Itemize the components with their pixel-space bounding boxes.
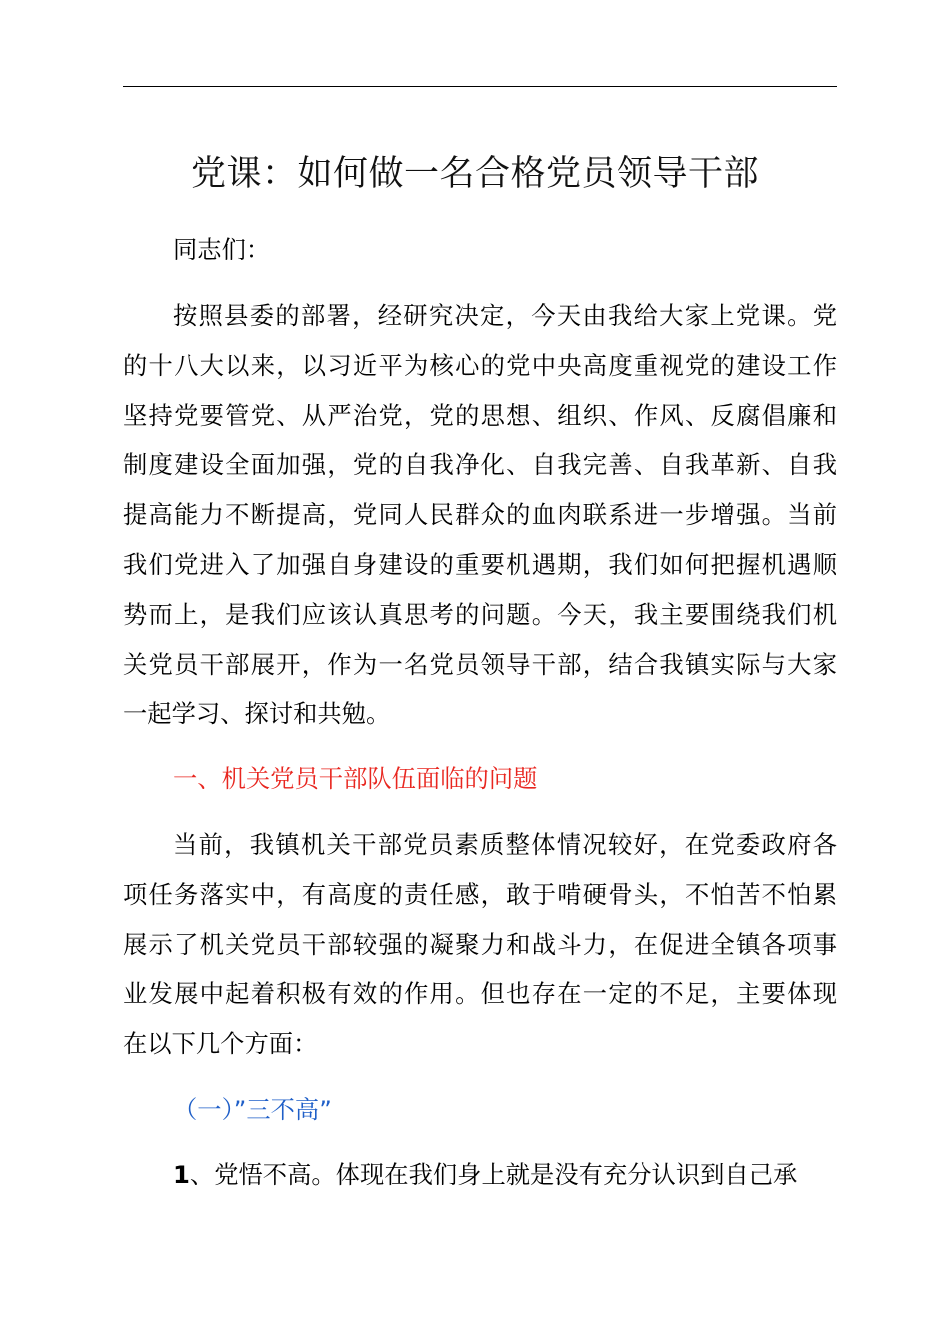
paragraph-line: 业发展中起着积极有效的作用。但也存在一定的不足，主要体现 [123, 979, 837, 1009]
paragraph-line: 制度建设全面加强，党的自我净化、自我完善、自我革新、自我 [123, 450, 837, 480]
salutation-text: 同志们： [173, 235, 271, 264]
paragraph-line: 项任务落实中，有高度的责任感，敢于啃硬骨头，不怕苦不怕累 [123, 879, 837, 909]
paragraph-line: 展示了机关党员干部较强的凝聚力和战斗力，在促进全镇各项事 [123, 929, 837, 959]
salutation [123, 225, 887, 275]
section-heading [123, 754, 887, 804]
paragraph-line: 当前，我镇机关干部党员素质整体情况较好，在党委政府各 [173, 830, 837, 859]
header-rule [123, 86, 837, 87]
subsection-heading [123, 1085, 887, 1135]
paragraph-line: 在以下几个方面： [123, 1029, 318, 1059]
subsection-heading-text: （一）”三不高” [173, 1095, 332, 1124]
paragraph-line: 按照县委的部署，经研究决定，今天由我给大家上党课。党 [173, 301, 837, 330]
intro-paragraph [123, 291, 837, 739]
paragraph-line: 提高能力不断提高，党同人民群众的血肉联系进一步增强。当前 [123, 500, 837, 530]
paragraph-line: 关党员干部展开，作为一名党员领导干部，结合我镇实际与大家 [123, 649, 837, 679]
item-number: 1 [173, 1160, 190, 1189]
paragraph-line: 我们党进入了加强自身建设的重要机遇期，我们如何把握机遇顺 [123, 549, 837, 579]
section-heading-text: 一、机关党员干部队伍面临的问题 [173, 764, 538, 793]
paragraph-line: 的十八大以来，以习近平为核心的党中央高度重视党的建设工作 [123, 350, 837, 380]
page-title: 党课：如何做一名合格党员领导干部 [190, 154, 759, 194]
paragraph-line: 一起学习、探讨和共勉。 [123, 699, 391, 729]
paragraph-line: 坚持党要管党、从严治党，党的思想、组织、作风、反腐倡廉和 [123, 400, 837, 430]
list-item [123, 1150, 887, 1200]
item-text: 、党悟不高。体现在我们身上就是没有充分认识到自己承 [189, 1160, 798, 1189]
section1-paragraph [123, 820, 837, 1069]
paragraph-line: 势而上，是我们应该认真思考的问题。今天，我主要围绕我们机 [123, 599, 837, 629]
